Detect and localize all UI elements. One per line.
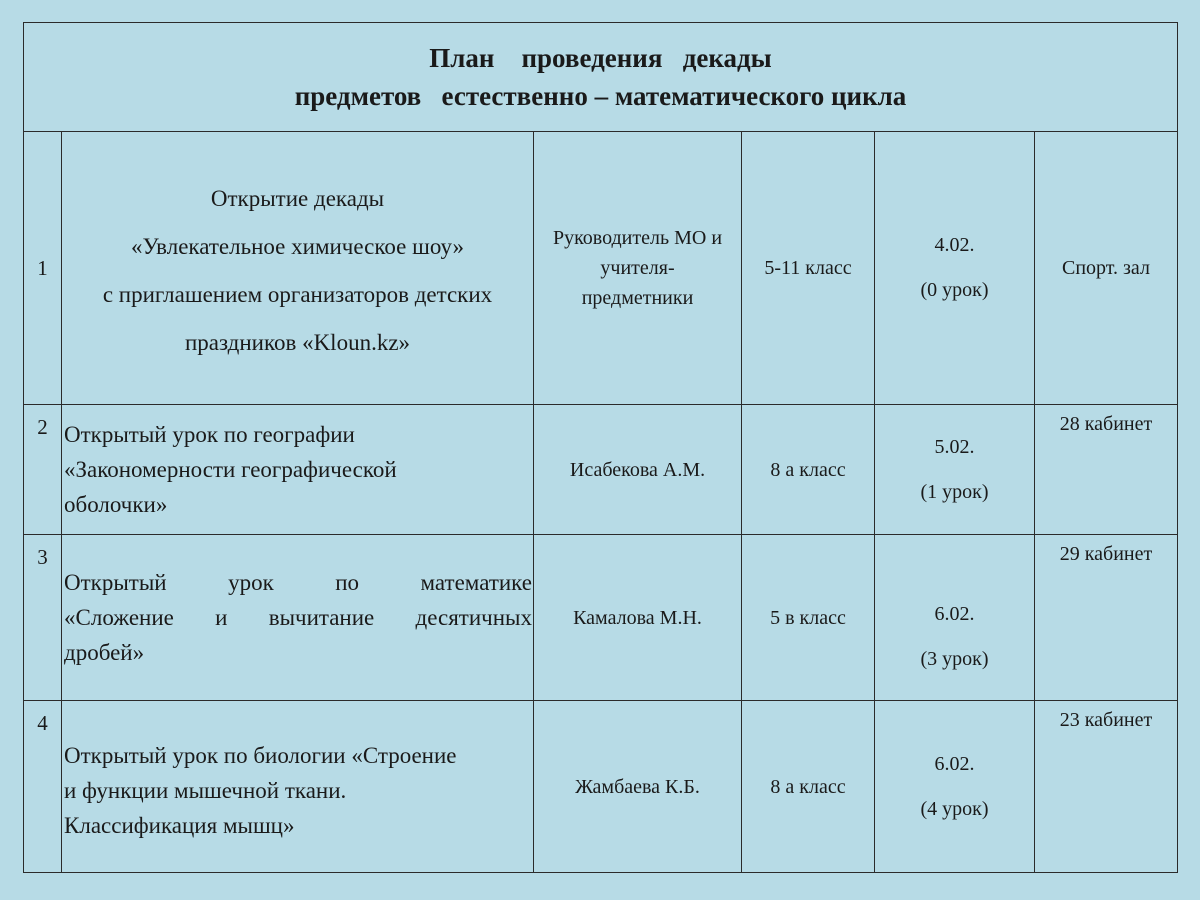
table-title [24,23,1178,132]
table-row [24,405,1178,535]
event-line: оболочки» [64,492,168,517]
location-cell: 29 кабинет [1035,535,1178,701]
responsible-cell: Камалова М.Н. [534,535,742,701]
responsible-line: Руководитель МО и [552,227,723,249]
event-line: и функции мышечной ткани. [64,778,347,803]
date-cell [875,701,1035,873]
responsible-cell: Исабекова А.М. [534,405,742,535]
date-cell [875,405,1035,535]
event-line: с приглашением организаторов детских [102,282,493,307]
row-number: 1 [24,132,62,405]
date-line: 4.02. [934,234,975,256]
location-cell: Спорт. зал [1035,132,1178,405]
responsible-cell [534,132,742,405]
date-line: (1 урок) [920,480,989,503]
date-line: 6.02. [934,752,975,775]
event-line: «Сложение и вычитание десятичных [64,605,532,630]
event-line: дробей» [64,640,145,665]
event-line: Открытие декады [210,186,385,211]
table-row [24,132,1178,405]
event-cell [62,405,534,535]
responsible-line: предметники [581,287,694,309]
date-cell [875,535,1035,701]
title-line-2: предметов естественно – математического цикла [294,81,907,111]
responsible-cell: Жамбаева К.Б. [534,701,742,873]
table-row [24,701,1178,873]
event-line: Классификация мышц» [64,813,295,838]
date-line: 6.02. [934,602,975,625]
class-cell: 5 в класс [742,535,875,701]
date-line: (3 урок) [920,647,989,670]
class-cell: 8 а класс [742,701,875,873]
row-number: 4 [24,701,62,873]
location-cell: 28 кабинет [1035,405,1178,535]
title-line-1: План проведения декады [429,43,772,73]
date-line: (0 урок) [920,279,989,301]
event-cell [62,535,534,701]
row-number: 2 [24,405,62,535]
event-line: праздников «Kloun.kz» [184,330,411,355]
date-line: (4 урок) [920,797,989,820]
table-row [24,535,1178,701]
location-cell: 23 кабинет [1035,701,1178,873]
date-cell [875,132,1035,405]
event-line: Открытый урок по биологии «Строение [64,743,457,768]
event-line: «Увлекательное химическое шоу» [130,234,465,259]
responsible-line: учителя- [600,257,675,279]
date-line: 5.02. [934,435,975,458]
event-line: «Закономерности географической [64,457,397,482]
event-line: Открытый урок по географии [64,422,355,447]
row-number: 3 [24,535,62,701]
event-cell [62,132,534,405]
plan-table [23,22,1178,873]
event-line: Открытый урок по математике [64,570,532,595]
class-cell: 5-11 класс [742,132,875,405]
event-cell [62,701,534,873]
class-cell: 8 а класс [742,405,875,535]
